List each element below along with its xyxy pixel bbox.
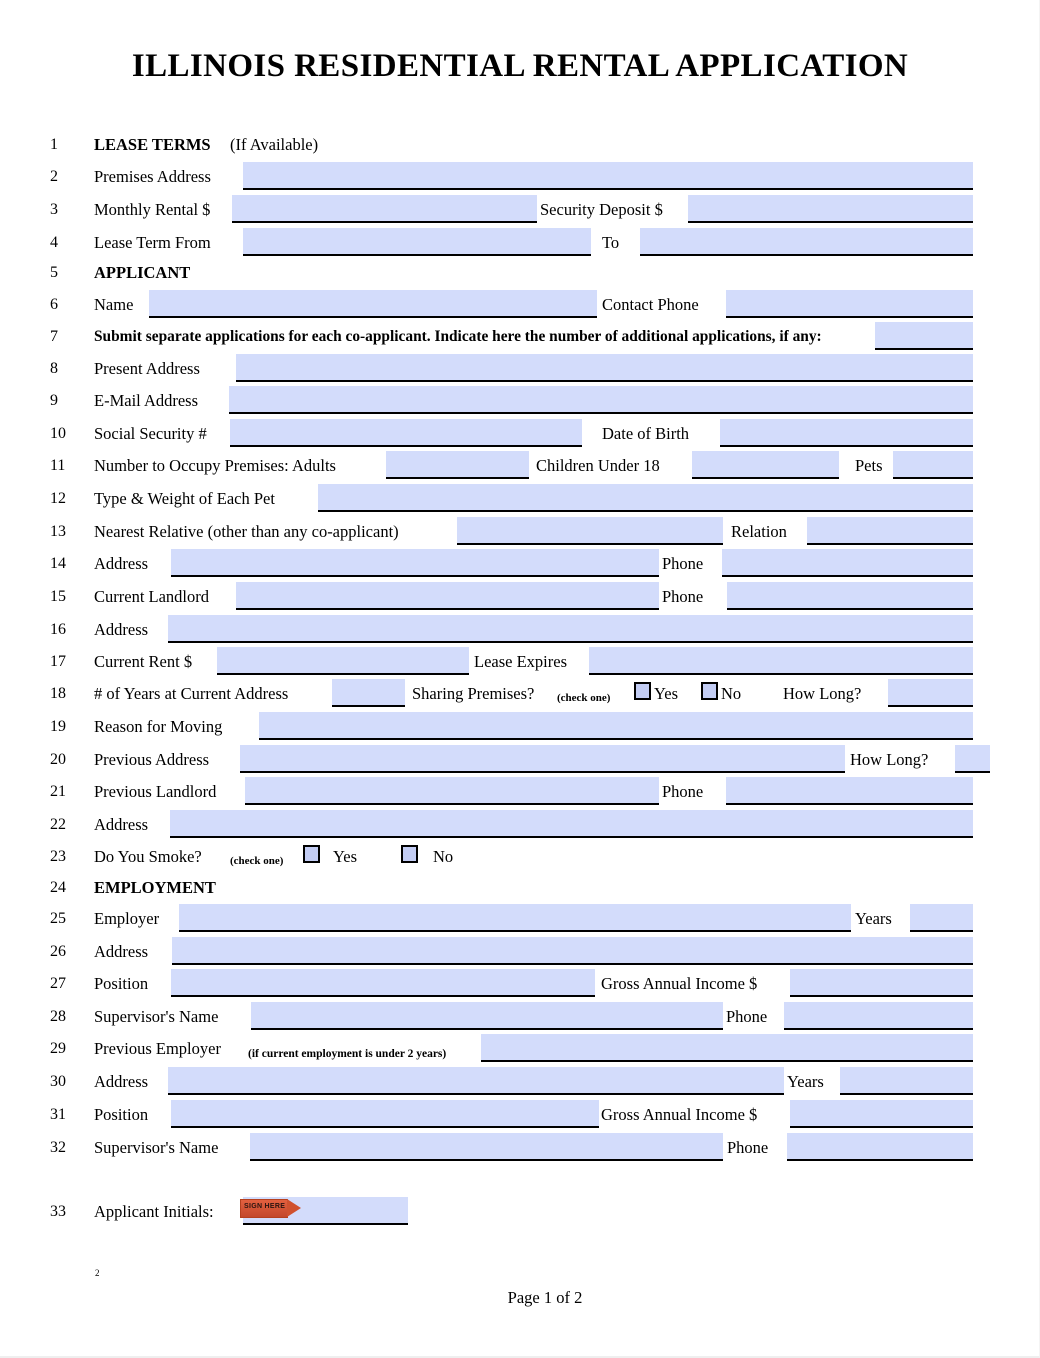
label-landlord-address: Address — [94, 620, 149, 639]
label-coapplicant-note: Submit separate applications for each co-applicant. Indicate here the number of additional applications, if any: — [94, 328, 822, 345]
line-number: 15 — [50, 588, 66, 605]
label-relative-address: Address — [94, 554, 149, 573]
form-row-8 — [0, 353, 1040, 385]
label-nearest-relative: Nearest Relative (other than any co-applicant) — [94, 522, 399, 541]
input-employer-years[interactable] — [910, 904, 973, 932]
input-how-long-previous[interactable] — [955, 745, 990, 773]
label-prev-gross-annual-income: Gross Annual Income $ — [601, 1105, 758, 1124]
line-number: 3 — [50, 201, 58, 218]
page-title: ILLINOIS RESIDENTIAL RENTAL APPLICATION — [131, 48, 909, 84]
label-prev-supervisors-name: Supervisor's Name — [94, 1138, 219, 1157]
form-row-24 — [0, 872, 1040, 904]
line-number: 30 — [50, 1073, 66, 1090]
label-employer-years: Years — [855, 909, 892, 928]
line-number: 10 — [50, 425, 66, 442]
form-row-3 — [0, 194, 1040, 226]
line-number: 14 — [50, 555, 66, 572]
label-name: Name — [94, 295, 134, 314]
label-lease-term-from: Lease Term From — [94, 233, 211, 252]
label-type-weight-pet: Type & Weight of Each Pet — [94, 489, 275, 508]
label-employer: Employer — [94, 909, 160, 928]
label-email-address: E-Mail Address — [94, 391, 199, 410]
line-number: 12 — [50, 490, 66, 507]
label-reason-for-moving: Reason for Moving — [94, 717, 223, 736]
form-row-27 — [0, 968, 1040, 1000]
line-number: 9 — [50, 392, 58, 409]
input-prev-position[interactable] — [171, 1100, 599, 1128]
input-supervisors-name[interactable] — [251, 1002, 723, 1030]
line-number: 7 — [50, 328, 58, 345]
label-current-landlord: Current Landlord — [94, 587, 210, 606]
form-row-31 — [0, 1099, 1040, 1131]
label-present-address: Present Address — [94, 359, 200, 378]
label-date-of-birth: Date of Birth — [602, 424, 690, 443]
label-pets: Pets — [855, 456, 883, 475]
input-landlord-address[interactable] — [168, 615, 973, 643]
input-email-address[interactable] — [229, 386, 973, 414]
form-row-2 — [0, 161, 1040, 193]
line-number: 26 — [50, 943, 66, 960]
input-monthly-rental[interactable] — [232, 195, 537, 223]
input-prev-supervisors-name[interactable] — [250, 1133, 723, 1161]
footnote-marker: 2 — [95, 1268, 100, 1278]
line-number: 1 — [50, 136, 58, 153]
label-landlord-phone: Phone — [662, 587, 704, 606]
input-reason-for-moving[interactable] — [259, 712, 973, 740]
line-number: 18 — [50, 685, 66, 702]
input-security-deposit[interactable] — [688, 195, 973, 223]
input-landlord-phone[interactable] — [727, 582, 973, 610]
input-employer[interactable] — [179, 904, 851, 932]
line-number: 6 — [50, 296, 58, 313]
label-years-at-current-address: # of Years at Current Address — [94, 684, 289, 703]
label-applicant-initials: Applicant Initials: — [94, 1202, 214, 1221]
label-social-security: Social Security # — [94, 424, 207, 443]
label-smoke-no: No — [433, 847, 454, 866]
form-row-26 — [0, 936, 1040, 968]
form-row-28 — [0, 1001, 1040, 1033]
input-relative-phone[interactable] — [722, 549, 973, 577]
line-number: 11 — [50, 457, 66, 474]
line-number: 21 — [50, 783, 66, 800]
form-row-14 — [0, 548, 1040, 580]
form-row-15 — [0, 581, 1040, 613]
form-row-16 — [0, 614, 1040, 646]
line-number: 16 — [50, 621, 66, 638]
form-row-23 — [0, 841, 1040, 873]
line-number: 25 — [50, 910, 66, 927]
label-do-you-smoke: Do You Smoke? — [94, 847, 202, 866]
form-row-7 — [0, 321, 1040, 353]
input-previous-employer[interactable] — [481, 1034, 973, 1062]
label-previous-landlord-address: Address — [94, 815, 149, 834]
line-number: 33 — [50, 1203, 66, 1220]
label-current-rent: Current Rent $ — [94, 652, 193, 671]
line-number: 13 — [50, 523, 66, 540]
input-prev-employer-years[interactable] — [840, 1067, 973, 1095]
label-security-deposit: Security Deposit $ — [540, 200, 663, 219]
page-footer: Page 1 of 2 — [507, 1288, 583, 1307]
label-previous-employer: Previous Employer — [94, 1039, 221, 1058]
label-sharing-premises: Sharing Premises? — [412, 684, 535, 703]
label-prev-employer-years: Years — [787, 1072, 824, 1091]
label-smoke-yes: Yes — [333, 847, 358, 866]
label-number-occupy-adults: Number to Occupy Premises: Adults — [94, 456, 336, 475]
label-how-long-current: How Long? — [783, 684, 862, 703]
label-lease-expires: Lease Expires — [474, 652, 567, 671]
input-date-of-birth[interactable] — [720, 419, 973, 447]
label-relation: Relation — [731, 522, 787, 541]
input-years-at-current-address[interactable] — [332, 679, 405, 707]
input-previous-landlord[interactable] — [245, 777, 659, 805]
line-number: 24 — [50, 879, 66, 896]
line-number: 28 — [50, 1008, 66, 1025]
input-current-landlord[interactable] — [236, 582, 659, 610]
label-employer-address: Address — [94, 942, 149, 961]
label-prev-employer-note: (if current employment is under 2 years) — [248, 1048, 447, 1060]
input-previous-address[interactable] — [240, 745, 845, 773]
label-previous-address: Previous Address — [94, 750, 210, 769]
input-how-long-current[interactable] — [888, 679, 973, 707]
label-gross-annual-income: Gross Annual Income $ — [601, 974, 758, 993]
input-supervisor-phone[interactable] — [784, 1002, 973, 1030]
sign-tag-label: SIGN HERE — [244, 1203, 286, 1210]
form-row-13 — [0, 516, 1040, 548]
input-contact-phone[interactable] — [726, 290, 973, 318]
form-row-6 — [0, 289, 1040, 321]
input-prev-employer-address[interactable] — [168, 1067, 784, 1095]
label-monthly-rental: Monthly Rental $ — [94, 200, 211, 219]
input-lease-term-to[interactable] — [640, 228, 973, 256]
label-how-long-previous: How Long? — [850, 750, 929, 769]
form-row-25 — [0, 903, 1040, 935]
label-prev-position: Position — [94, 1105, 149, 1124]
label-relative-phone: Phone — [662, 554, 704, 573]
label-employment-section: EMPLOYMENT — [94, 878, 216, 897]
line-number: 4 — [50, 234, 58, 251]
form-row-29 — [0, 1033, 1040, 1065]
form-row-22 — [0, 809, 1040, 841]
input-prev-supervisor-phone[interactable] — [787, 1133, 973, 1161]
label-to: To — [602, 233, 620, 252]
line-number: 8 — [50, 360, 58, 377]
form-row-11 — [0, 450, 1040, 482]
form-row-5 — [0, 257, 1040, 289]
form-row-4 — [0, 227, 1040, 259]
input-gross-annual-income[interactable] — [790, 969, 973, 997]
input-employer-address[interactable] — [172, 937, 973, 965]
checkbox-smoke-no[interactable] — [401, 845, 418, 863]
line-number: 19 — [50, 718, 66, 735]
checkbox-smoke-yes[interactable] — [303, 845, 320, 863]
input-current-rent[interactable] — [217, 647, 469, 675]
input-prev-gross-annual-income[interactable] — [790, 1100, 973, 1128]
input-social-security[interactable] — [230, 419, 582, 447]
input-nearest-relative[interactable] — [457, 517, 723, 545]
label-prev-supervisor-phone: Phone — [727, 1138, 769, 1157]
label-check-one-sharing: (check one) — [557, 692, 611, 704]
label-check-one-smoke: (check one) — [230, 855, 284, 867]
line-number: 23 — [50, 848, 66, 865]
input-premises-address[interactable] — [243, 162, 973, 190]
input-lease-expires[interactable] — [589, 647, 973, 675]
input-name[interactable] — [149, 290, 597, 318]
form-row-18 — [0, 678, 1040, 710]
input-relation[interactable] — [807, 517, 973, 545]
label-sharing-no: No — [721, 684, 742, 703]
input-position[interactable] — [171, 969, 595, 997]
input-adults[interactable] — [386, 451, 529, 479]
form-row-9 — [0, 385, 1040, 417]
line-number: 29 — [50, 1040, 66, 1057]
form-row-12 — [0, 483, 1040, 515]
line-number: 27 — [50, 975, 66, 992]
checkbox-sharing-yes[interactable] — [634, 682, 651, 700]
line-number: 31 — [50, 1106, 66, 1123]
line-number: 2 — [50, 168, 58, 185]
label-supervisor-phone: Phone — [726, 1007, 768, 1026]
input-pets[interactable] — [893, 451, 973, 479]
line-number: 32 — [50, 1139, 66, 1156]
label-lease-terms: LEASE TERMS — [94, 135, 211, 154]
input-lease-term-from[interactable] — [243, 228, 591, 256]
label-contact-phone: Contact Phone — [602, 295, 699, 314]
form-row-20 — [0, 744, 1040, 776]
sign-tag-arrow — [287, 1199, 301, 1217]
label-children-under-18: Children Under 18 — [536, 456, 660, 475]
input-previous-landlord-address[interactable] — [170, 810, 973, 838]
line-number: 20 — [50, 751, 66, 768]
input-present-address[interactable] — [236, 354, 973, 382]
line-number: 17 — [50, 653, 66, 670]
line-number: 5 — [50, 264, 58, 281]
line-number: 22 — [50, 816, 66, 833]
label-prev-employer-address: Address — [94, 1072, 149, 1091]
label-premises-address: Premises Address — [94, 167, 211, 186]
input-previous-landlord-phone[interactable] — [726, 777, 973, 805]
sign-here-tag-icon[interactable] — [240, 1199, 302, 1218]
label-supervisors-name: Supervisor's Name — [94, 1007, 219, 1026]
form-row-19 — [0, 711, 1040, 743]
label-applicant-section: APPLICANT — [94, 263, 191, 282]
input-type-weight-pet[interactable] — [318, 484, 973, 512]
form-row-32 — [0, 1132, 1040, 1164]
form-row-1 — [0, 129, 1040, 161]
form-row-30 — [0, 1066, 1040, 1098]
form-row-10 — [0, 418, 1040, 450]
label-if-available: (If Available) — [230, 135, 319, 154]
input-additional-applications[interactable] — [875, 322, 973, 350]
form-row-21 — [0, 776, 1040, 808]
label-position: Position — [94, 974, 149, 993]
input-relative-address[interactable] — [171, 549, 659, 577]
form-row-33 — [0, 1196, 1040, 1228]
label-sharing-yes: Yes — [654, 684, 679, 703]
label-previous-landlord-phone: Phone — [662, 782, 704, 801]
label-previous-landlord: Previous Landlord — [94, 782, 217, 801]
form-row-17 — [0, 646, 1040, 678]
input-children[interactable] — [692, 451, 839, 479]
checkbox-sharing-no[interactable] — [701, 682, 718, 700]
